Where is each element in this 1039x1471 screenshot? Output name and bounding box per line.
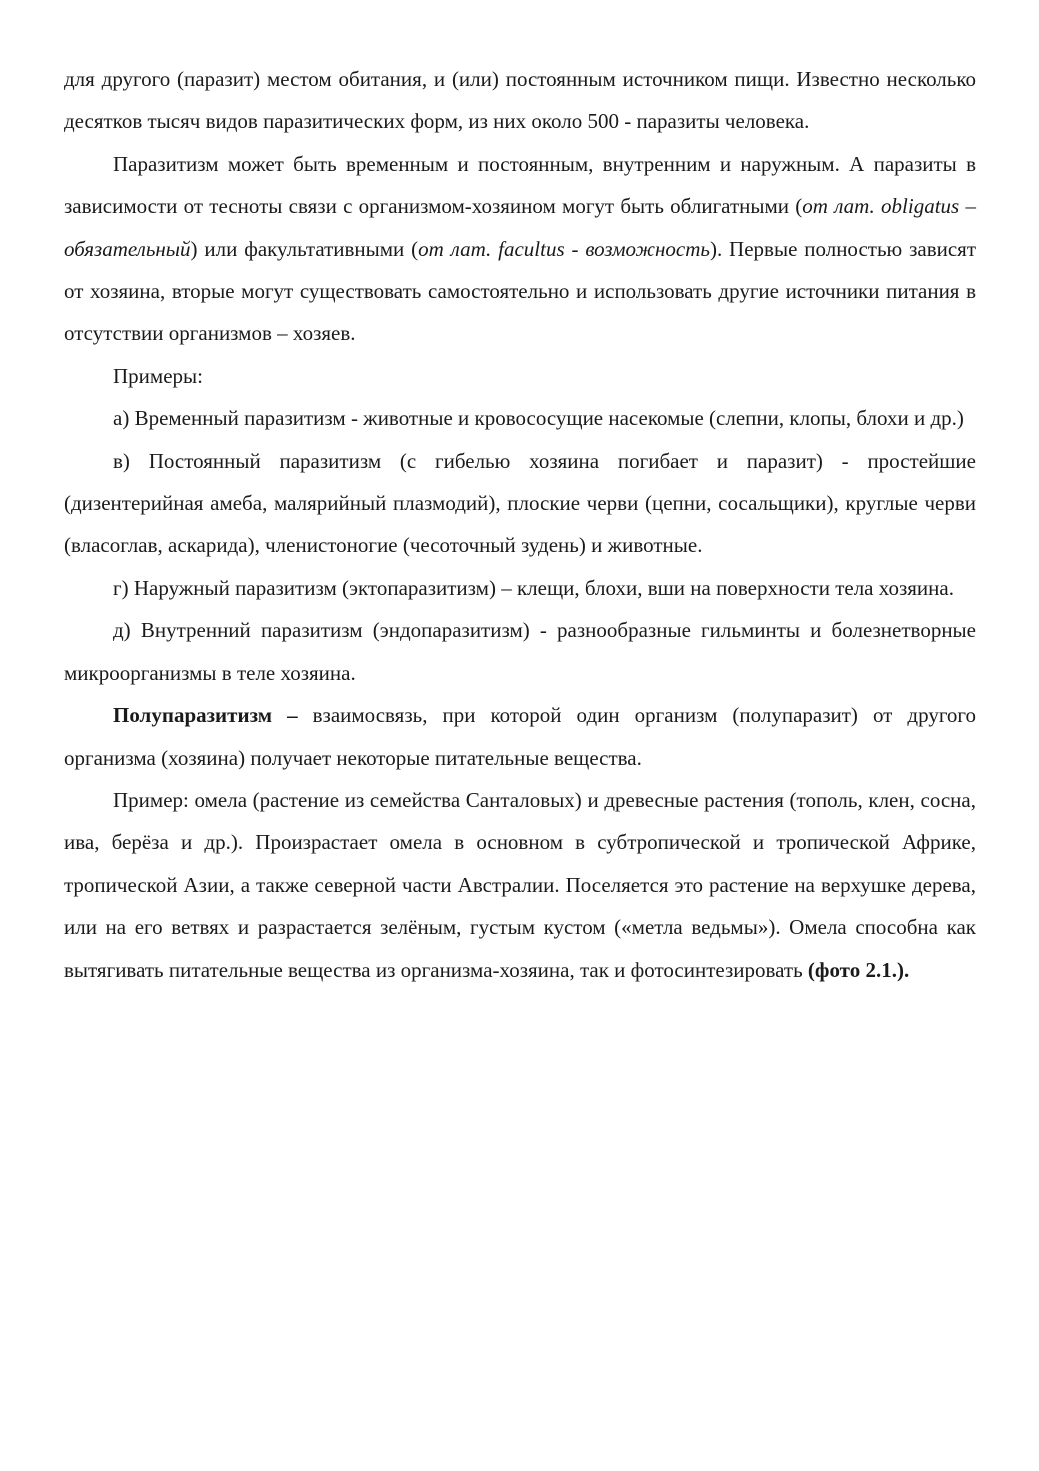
- paragraph-example-internal: [64, 609, 976, 694]
- paragraph-text: г) Наружный паразитизм (эктопаразитизм) – клещи, блохи, вши на поверхности тела хозяина.: [113, 575, 954, 600]
- paragraph-text: ). Первые полностью зависят от хозяина, вторые могут существовать самостоятельно и использовать другие источники питания в отсутствии организмов – хозяев.: [64, 236, 976, 346]
- bold-term-semiparasitism: Полупаразитизм –: [113, 703, 298, 728]
- paragraph-example-temporary: [64, 397, 976, 439]
- paragraph-text: ) или факультативными (: [190, 236, 419, 261]
- paragraph-text: Пример: омела (растение из семейства Санталовых) и древесные растения (тополь, клен, сосна, ива, берёза и др.). Произрастает омела в основном в субтропической и тропической Африке, тропической Азии, а также северной части Австралии. Поселяется это растение на верхушке дерева, или на его ветвях и разрастается зелёным, густым кустом («метла ведьмы»). Омела способна как вытягивать питательные вещества из организма-хозяина, так и фотосинтезировать: [64, 787, 976, 982]
- italic-latin-facultus: от лат. facultus - возможность: [418, 236, 710, 261]
- italic-latin-obligatus: от лат. obligatus – обязательный: [64, 194, 976, 261]
- paragraph-examples-heading: [64, 355, 976, 397]
- paragraph-semiparasitism: [64, 694, 976, 779]
- paragraph-parasitism-types: [64, 143, 976, 355]
- paragraph-mistletoe-example: [64, 779, 976, 991]
- paragraph-text: для другого (паразит) местом обитания, и (или) постоянным источником пищи. Известно несколько десятков тысяч видов паразитических форм, из них около 500 - паразиты человека.: [64, 67, 976, 134]
- paragraph-text: д) Внутренний паразитизм (эндопаразитизм) - разнообразные гильминты и болезнетворные микроорганизмы в теле хозяина.: [64, 618, 976, 685]
- paragraph-parasitism-intro: [64, 58, 976, 143]
- paragraph-text: Примеры:: [113, 363, 203, 388]
- body-text: [64, 58, 976, 991]
- paragraph-text: а) Временный паразитизм - животные и кровососущие насекомые (слепни, клопы, блохи и др.): [113, 406, 964, 431]
- paragraph-text: взаимосвязь, при которой один организм (полупаразит) от другого организма (хозяина) получает некоторые питательные вещества.: [64, 703, 976, 770]
- paragraph-example-permanent: [64, 440, 976, 567]
- paragraph-text: Паразитизм может быть временным и постоянным, внутренним и наружным. А паразиты в зависимости от тесноты связи с организмом-хозяином могут быть облигатными (: [64, 151, 976, 219]
- paragraph-example-external: [64, 567, 976, 609]
- paragraph-text: в) Постоянный паразитизм (с гибелью хозяина погибает и паразит) - простейшие (дизентерийная амеба, малярийный плазмодий), плоские черви (цепни, сосальщики), круглые черви (власоглав, аскарида), членистоногие (чесоточный зудень) и животные.: [64, 448, 976, 558]
- bold-photo-reference: (фото 2.1.).: [807, 957, 910, 982]
